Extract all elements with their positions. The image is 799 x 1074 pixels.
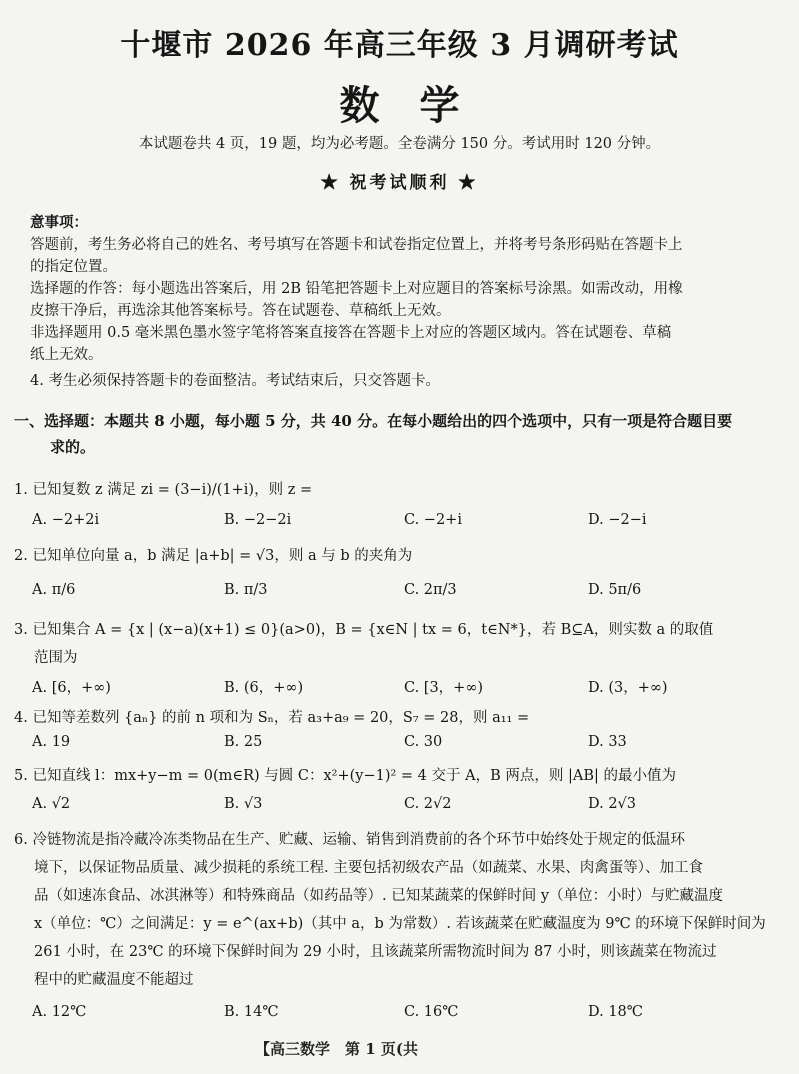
option-b: B. 25 [224,734,263,750]
option-a: A. 12℃ [32,1004,87,1020]
question-4: 4. 已知等差数列 {aₙ} 的前 n 项和为 Sₙ，若 a₃+a₉ = 20，S₇ = 28，则 a₁₁ = [14,710,530,726]
footer-fade [420,1032,480,1062]
option-b: B. −2−2i [224,512,292,528]
notice-line: 答题前，考生务必将自己的姓名、考号填写在答题卡和试卷指定位置上，并将考号条形码贴在答题卡上 [30,237,683,253]
notice-line: 的指定位置。 [30,259,117,275]
option-a: A. 19 [32,734,71,750]
option-a: A. [6，+∞) [32,680,111,696]
question-2: 2. 已知单位向量 a，b 满足 |a+b| = √3，则 a 与 b 的夹角为 [14,548,413,564]
option-c: C. 16℃ [404,1004,459,1020]
question-6-line: 程中的贮藏温度不能超过 [34,972,194,988]
question-2-options [32,582,772,604]
option-d: D. 2√3 [588,796,637,812]
option-d: D. 5π/6 [588,582,642,598]
option-d: D. 33 [588,734,627,750]
question-6-line: 境下，以保证物品质量、减少损耗的系统工程. 主要包括初级农产品（如蔬菜、水果、肉禽蛋等）、加工食 [34,860,703,876]
option-b: B. 14℃ [224,1004,279,1020]
question-5: 5. 已知直线 l：mx+y−m = 0(m∈R) 与圆 C：x²+(y−1)² = 4 交于 A，B 两点，则 |AB| 的最小值为 [14,768,676,784]
notice-line: 纸上无效。 [30,347,103,363]
notice-line: 皮擦干净后，再选涂其他答案标号。答在试题卷、草稿纸上无效。 [30,303,451,319]
question-6-options [32,1004,772,1026]
subject-title: 数学 [339,82,500,129]
question-1-options [32,512,772,534]
option-d: D. 18℃ [588,1004,643,1020]
option-a: A. √2 [32,796,71,812]
option-c: C. −2+i [404,512,462,528]
option-d: D. −2−i [588,512,647,528]
exam-intro: 本试题卷共 4 页，19 题，均为必考题。全卷满分 150 分。考试用时 120 分钟。 [138,136,661,152]
question-5-options [32,796,772,818]
section-heading-line: 一、选择题：本题共 8 小题，每小题 5 分，共 40 分。在每小题给出的四个选项中，只有一项是符合题目要 [14,412,733,430]
question-4-options [32,734,772,756]
option-a: A. −2+2i [32,512,100,528]
notice-line: 选择题的作答：每小题选出答案后，用 2B 铅笔把答题卡上对应题目的答案标号涂黑。如需改动，用橡 [30,281,683,297]
page-footer: 【高三数学 第 1 页(共 [255,1040,418,1058]
option-c: C. [3，+∞) [404,680,484,696]
option-c: C. 30 [404,734,443,750]
question-6: 6. 冷链物流是指冷藏冷冻类物品在生产、贮藏、运输、销售到消费前的各个环节中始终处于规定的低温环 [14,832,685,848]
question-6-line: 品（如速冻食品、冰淇淋等）和特殊商品（如药品等）. 已知某蔬菜的保鲜时间 y（单位：小时）与贮藏温度 [34,888,724,904]
section-heading-line: 求的。 [50,438,96,456]
option-d: D. (3，+∞) [588,680,668,696]
notice-heading: 意事项： [30,214,88,231]
question-6-line: x（单位：℃）之间满足：y = e^(ax+b)（其中 a，b 为常数）. 若该蔬菜在贮藏温度为 9℃ 的环境下保鲜时间为 [34,916,766,932]
option-c: C. 2π/3 [404,582,457,598]
notice-line: 非选择题用 0.5 毫米黑色墨水签字笔将答案直接答在答题卡上对应的答题区域内。答在试题卷、草稿 [30,325,672,341]
notice-line: 4. 考生必须保持答题卡的卷面整洁。考试结束后，只交答题卡。 [30,373,440,389]
section-heading [14,408,774,460]
question-6-line: 261 小时，在 23℃ 的环境下保鲜时间为 29 小时，且该蔬菜所需物流时间为 87 小时，则该蔬菜在物流过 [34,944,717,960]
question-3-options [32,676,772,698]
option-a: A. π/6 [32,582,76,598]
option-b: B. π/3 [224,582,268,598]
good-luck-banner: ★ 祝考试顺利 ★ [320,173,479,193]
option-c: C. 2√2 [404,796,452,812]
question-3: 3. 已知集合 A = {x | (x−a)(x+1) ≤ 0}(a>0)，B = {x∈N | tx = 6，t∈N*}，若 B⊆A，则实数 a 的取值 [14,622,714,638]
option-b: B. (6，+∞) [224,680,304,696]
exam-title: 十堰市 2026 年高三年级 3 月调研考试 [120,28,679,63]
question-1: 1. 已知复数 z 满足 zi = (3−i)/(1+i)，则 z = [14,482,313,498]
question-3-continued: 范围为 [34,650,78,666]
option-b: B. √3 [224,796,263,812]
